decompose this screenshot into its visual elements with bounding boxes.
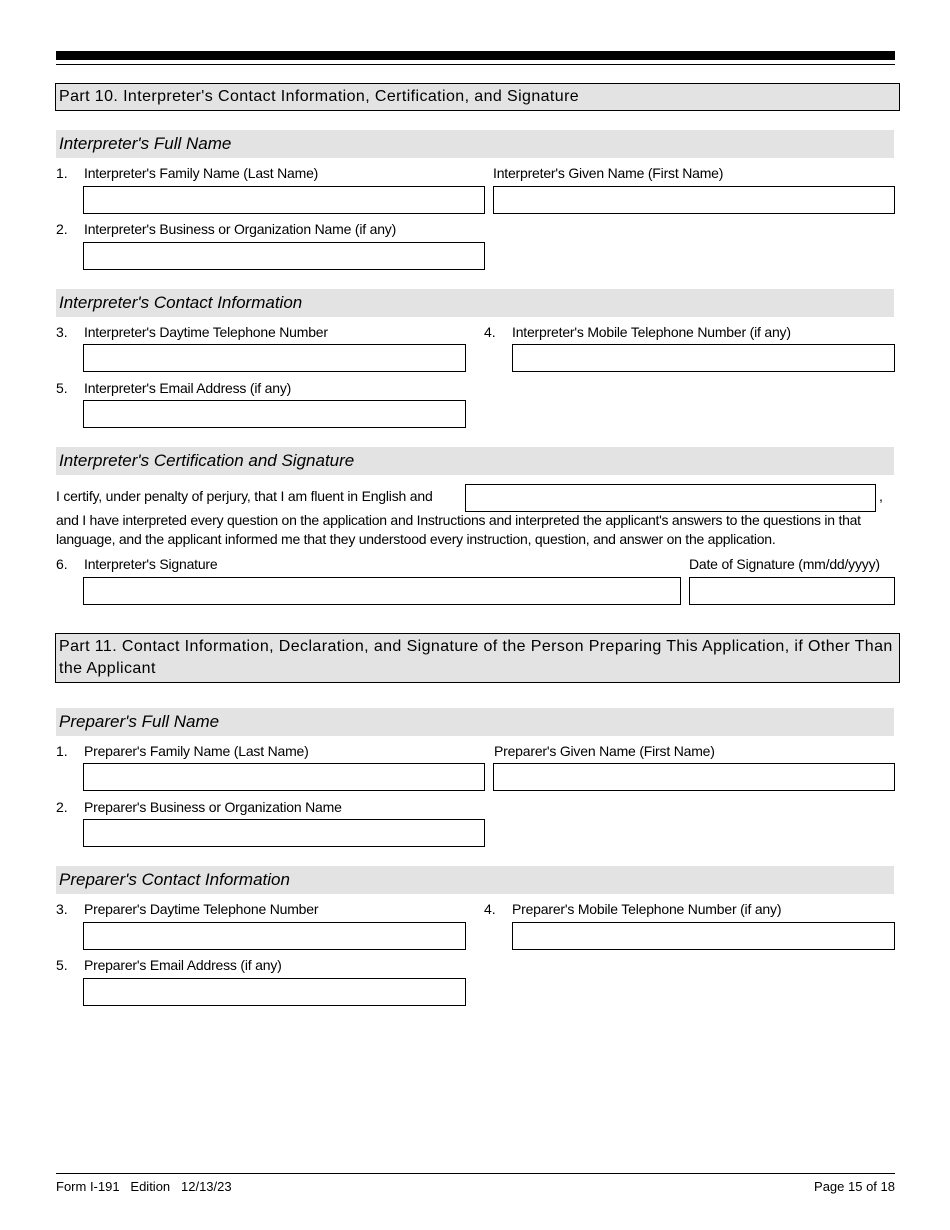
preparer-family-name-input[interactable] [83,763,485,791]
interpreter-family-name-input[interactable] [83,186,485,214]
preparer-given-name-label: Preparer's Given Name (First Name) [494,743,715,759]
item-number: 3. [56,324,68,340]
item-number: 2. [56,799,68,815]
item-number: 1. [56,743,68,759]
item-number: 5. [56,380,68,396]
certification-comma: , [879,488,883,504]
interpreter-certification-header: Interpreter's Certification and Signature [56,447,894,475]
part10-title: Part 10. Interpreter's Contact Information, Certification, and Signature [55,83,900,111]
item-number: 2. [56,221,68,237]
interpreter-language-input[interactable] [465,484,876,512]
interpreter-signature-input[interactable] [83,577,681,605]
preparer-full-name-header: Preparer's Full Name [56,708,894,736]
preparer-email-input[interactable] [83,978,466,1006]
preparer-daytime-phone-input[interactable] [83,922,466,950]
top-rule-thin [56,64,895,65]
preparer-contact-header: Preparer's Contact Information [56,866,894,894]
interpreter-mobile-phone-label: Interpreter's Mobile Telephone Number (if any) [512,324,791,340]
preparer-mobile-phone-input[interactable] [512,922,895,950]
page-number: Page 15 of 18 [814,1179,895,1194]
interpreter-mobile-phone-input[interactable] [512,344,895,372]
preparer-family-name-label: Preparer's Family Name (Last Name) [84,743,309,759]
interpreter-full-name-header: Interpreter's Full Name [56,130,894,158]
preparer-mobile-phone-label: Preparer's Mobile Telephone Number (if any) [512,901,782,917]
item-number: 5. [56,957,68,973]
footer-rule [56,1173,895,1174]
certification-statement-body: and I have interpreted every question on the application and Instructions and interpreted the applicant's answers to the questions in that language, and the applicant informed me that they understood every instruction, question, and answer on the application. [56,512,861,547]
preparer-email-label: Preparer's Email Address (if any) [84,957,282,973]
preparer-business-name-input[interactable] [83,819,485,847]
preparer-daytime-phone-label: Preparer's Daytime Telephone Number [84,901,319,917]
item-number: 4. [484,324,496,340]
interpreter-email-label: Interpreter's Email Address (if any) [84,380,292,396]
signature-date-label: Date of Signature (mm/dd/yyyy) [689,556,880,572]
interpreter-daytime-phone-label: Interpreter's Daytime Telephone Number [84,324,328,340]
interpreter-contact-header: Interpreter's Contact Information [56,289,894,317]
form-edition: Form I-191 Edition 12/13/23 [56,1179,232,1194]
interpreter-email-input[interactable] [83,400,466,428]
part11-title: Part 11. Contact Information, Declaration, and Signature of the Person Preparing This Application, if Other Than the Applicant [55,633,900,683]
top-rule-thick [56,51,895,60]
preparer-given-name-input[interactable] [493,763,895,791]
interpreter-signature-label: Interpreter's Signature [84,556,218,572]
interpreter-signature-date-input[interactable] [689,577,895,605]
interpreter-business-name-input[interactable] [83,242,485,270]
interpreter-daytime-phone-input[interactable] [83,344,466,372]
item-number: 1. [56,165,68,181]
interpreter-business-name-label: Interpreter's Business or Organization Name (if any) [84,221,397,237]
interpreter-family-name-label: Interpreter's Family Name (Last Name) [84,165,319,181]
preparer-business-name-label: Preparer's Business or Organization Name [84,799,342,815]
certification-statement-line1: I certify, under penalty of perjury, that I am fluent in English and [56,488,433,504]
interpreter-given-name-input[interactable] [493,186,895,214]
item-number: 6. [56,556,68,572]
item-number: 4. [484,901,496,917]
item-number: 3. [56,901,68,917]
interpreter-given-name-label: Interpreter's Given Name (First Name) [493,165,724,181]
